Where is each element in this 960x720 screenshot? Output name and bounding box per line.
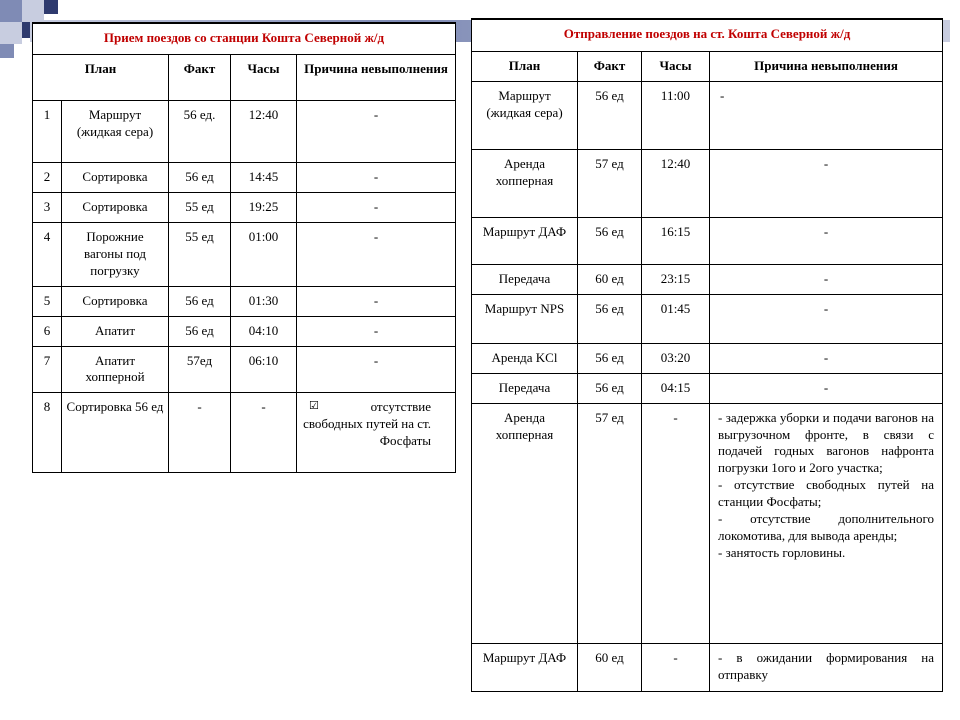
fact-cell: 55 ед [169, 222, 231, 286]
row-number: 7 [33, 346, 62, 393]
reason-text: отсутствие свободных путей на ст. Фосфаты [303, 399, 431, 449]
checkbox-bullet-icon: ☑ [309, 399, 319, 413]
row-number: 5 [33, 286, 62, 316]
row-number: 3 [33, 192, 62, 222]
table-row [33, 101, 456, 163]
reason-cell: - [710, 343, 943, 373]
plan-cell: Сортировка [62, 192, 169, 222]
table-row [472, 294, 943, 343]
reason-cell: - [297, 316, 456, 346]
fact-cell: 56 ед [578, 218, 642, 265]
col-header-plan: План [472, 52, 578, 82]
departure-table [471, 51, 943, 692]
reason-item: - занятость горловины. [718, 544, 846, 560]
fact-cell: 56 ед. [169, 101, 231, 163]
reason-cell: - [710, 218, 943, 265]
table-row [33, 163, 456, 193]
table-row [472, 373, 943, 403]
table-row [33, 286, 456, 316]
hours-cell: 01:30 [231, 286, 297, 316]
reason-item: - задержка уборки и подачи вагонов на выгрузочном фронте, в связи с подачей годных вагонов нафронта погрузки 1ого и 2ого участка; [718, 409, 934, 476]
reason-cell: - [297, 192, 456, 222]
reason-cell: - [297, 163, 456, 193]
row-number: 2 [33, 163, 62, 193]
hours-cell: 11:00 [642, 82, 710, 150]
plan-cell: Аренда KCl [472, 343, 578, 373]
fact-cell: 55 ед [169, 192, 231, 222]
plan-cell: Маршрут ДАФ [472, 218, 578, 265]
hours-cell: 12:40 [231, 101, 297, 163]
fact-cell: 60 ед [578, 643, 642, 691]
fact-cell: 56 ед [578, 373, 642, 403]
plan-cell: Маршрут (жидкая сера) [62, 101, 169, 163]
fact-cell: 57 ед [578, 150, 642, 218]
hours-cell: 01:45 [642, 294, 710, 343]
col-header-fact: Факт [169, 55, 231, 101]
hours-cell: 23:15 [642, 265, 710, 295]
col-header-hours: Часы [231, 55, 297, 101]
fact-cell: 56 ед [578, 343, 642, 373]
table-row [472, 343, 943, 373]
table-row [33, 393, 456, 473]
fact-cell: 56 ед [169, 316, 231, 346]
table-row [472, 643, 943, 691]
table-row [472, 265, 943, 295]
plan-cell: Аренда хопперная [472, 403, 578, 643]
fact-cell: 57ед [169, 346, 231, 393]
hours-cell: 04:15 [642, 373, 710, 403]
reason-cell: - [710, 373, 943, 403]
hours-cell: 06:10 [231, 346, 297, 393]
reason-cell: - [297, 101, 456, 163]
fact-cell: - [169, 393, 231, 473]
table-row [33, 346, 456, 393]
reason-cell: - в ожидании формирования на отправку [710, 643, 943, 691]
arrival-table-panel [32, 22, 456, 473]
hours-cell: 19:25 [231, 192, 297, 222]
fact-cell: 56 ед [578, 82, 642, 150]
reason-cell: - [297, 346, 456, 393]
table-row [33, 192, 456, 222]
col-header-hours: Часы [642, 52, 710, 82]
hours-cell: 12:40 [642, 150, 710, 218]
plan-cell: Аренда хопперная [472, 150, 578, 218]
hours-cell: 03:20 [642, 343, 710, 373]
reason-cell: - [297, 222, 456, 286]
departure-table-panel [471, 18, 943, 692]
arrival-header-row [33, 55, 456, 101]
fact-cell: 60 ед [578, 265, 642, 295]
row-number: 1 [33, 101, 62, 163]
arrival-table [32, 54, 456, 473]
col-header-plan: План [33, 55, 169, 101]
arrival-table-title: Прием поездов со станции Кошта Северной ж/д [32, 24, 456, 54]
plan-cell: Порожние вагоны под погрузку [62, 222, 169, 286]
reason-cell: - [710, 294, 943, 343]
reason-cell: - [297, 286, 456, 316]
reason-list-cell [710, 403, 943, 643]
hours-cell: 14:45 [231, 163, 297, 193]
plan-cell: Маршрут (жидкая сера) [472, 82, 578, 150]
col-header-fact: Факт [578, 52, 642, 82]
row-number: 4 [33, 222, 62, 286]
hours-cell: - [231, 393, 297, 473]
reason-cell: - [710, 150, 943, 218]
fact-cell: 56 ед [578, 294, 642, 343]
col-header-reason: Причина невыполнения [710, 52, 943, 82]
fact-cell: 56 ед [169, 163, 231, 193]
plan-cell: Апатит хопперной [62, 346, 169, 393]
plan-cell: Сортировка [62, 286, 169, 316]
plan-cell: Передача [472, 373, 578, 403]
reason-cell: - [710, 265, 943, 295]
plan-cell: Маршрут NPS [472, 294, 578, 343]
fact-cell: 57 ед [578, 403, 642, 643]
departure-table-title: Отправление поездов на ст. Кошта Северной ж/д [471, 20, 943, 51]
reason-item: - отсутствие свободных путей на станции Фосфаты; [718, 477, 934, 510]
fact-cell: 56 ед [169, 286, 231, 316]
row-number: 8 [33, 393, 62, 473]
plan-cell: Маршрут ДАФ [472, 643, 578, 691]
plan-cell: Сортировка 56 ед [62, 393, 169, 473]
reason-cell: - [710, 82, 943, 150]
reason-cell [297, 393, 456, 473]
hours-cell: 04:10 [231, 316, 297, 346]
table-row [472, 218, 943, 265]
hours-cell: - [642, 643, 710, 691]
table-row [472, 403, 943, 643]
hours-cell: - [642, 403, 710, 643]
table-row [472, 150, 943, 218]
hours-cell: 16:15 [642, 218, 710, 265]
col-header-reason: Причина невыполнения [297, 55, 456, 101]
plan-cell: Сортировка [62, 163, 169, 193]
table-row [33, 316, 456, 346]
table-row [33, 222, 456, 286]
reason-item: - отсутствие дополнительного локомотива, для вывода аренды; [718, 511, 934, 543]
hours-cell: 01:00 [231, 222, 297, 286]
table-row [472, 82, 943, 150]
plan-cell: Апатит [62, 316, 169, 346]
row-number: 6 [33, 316, 62, 346]
departure-header-row [472, 52, 943, 82]
plan-cell: Передача [472, 265, 578, 295]
